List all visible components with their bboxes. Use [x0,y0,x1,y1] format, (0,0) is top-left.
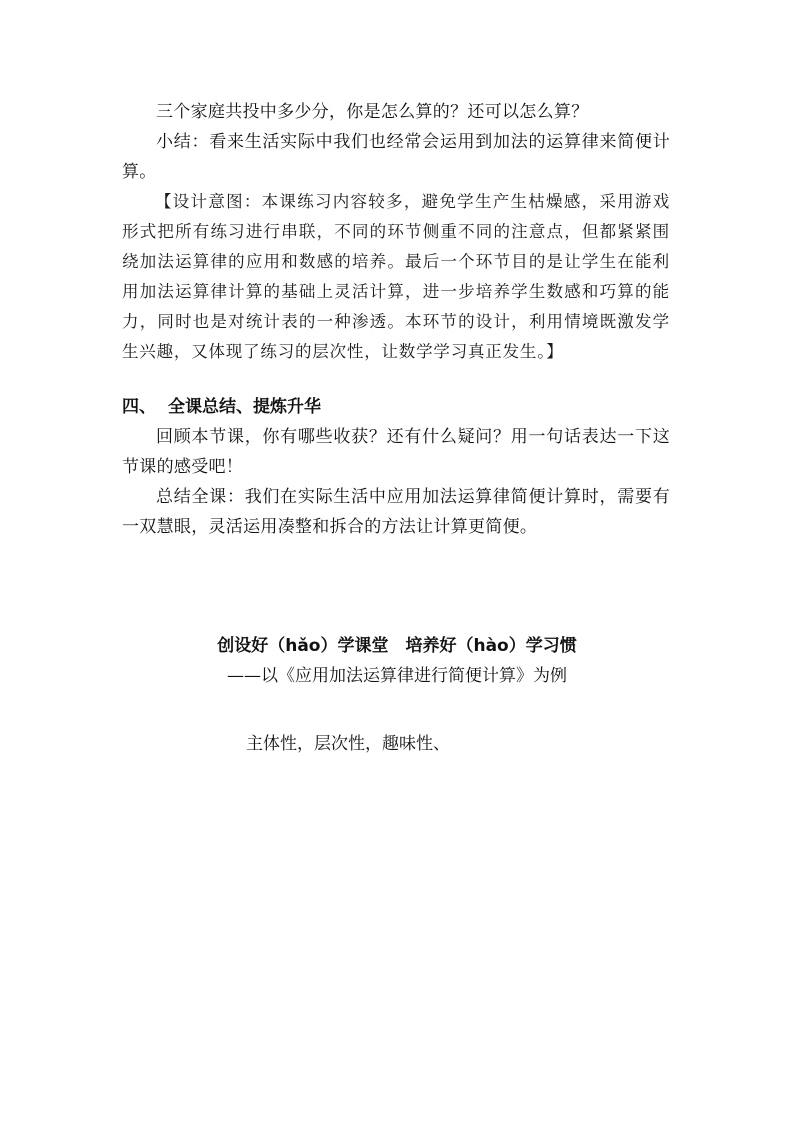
essay-keywords: 主体性，层次性，趣味性、 [246,734,450,754]
essay-subtitle: ——以《应用加法运算律进行简便计算》为例 [227,666,567,686]
paragraph-conclusion: 总结全课：我们在实际生活中应用加法运算律简便计算时，需要有一双慧眼，灵活运用凑整和拆合的方法让计算更简便。 [122,487,670,537]
design-intent-note: 【设计意图：本课练习内容较多，避免学生产生枯燥感，采用游戏形式把所有练习进行串联，不同的环节侧重不同的注意点，但都紧紧围绕加法运算律的应用和数感的培养。最后一个环节目的是让学生在能利用加法运算律计算的基础上灵活计算，进一步培养学生数感和巧算的能力，同时也是对统计表的一种渗透。本环节的设计，利用情境既激发学生兴趣，又体现了练习的层次性，让数学学习真正发生。】 [122,192,670,361]
section-heading [122,392,321,422]
section-title: 全课总结、提炼升华 [168,397,321,417]
essay-title: 创设好（hǎo）学课堂 培养好（hào）学习惯 [217,636,577,656]
paragraph-question: 三个家庭共投中多少分，你是怎么算的？还可以怎么算？ [156,102,589,122]
paragraph-summary: 小结：看来生活实际中我们也经常会运用到加法的运算律来简便计算。 [122,132,670,182]
paragraph-review: 回顾本节课，你有哪些收获？还有什么疑问？用一句话表达一下这节课的感受吧！ [122,427,670,477]
section-number: 四、 [122,397,156,417]
